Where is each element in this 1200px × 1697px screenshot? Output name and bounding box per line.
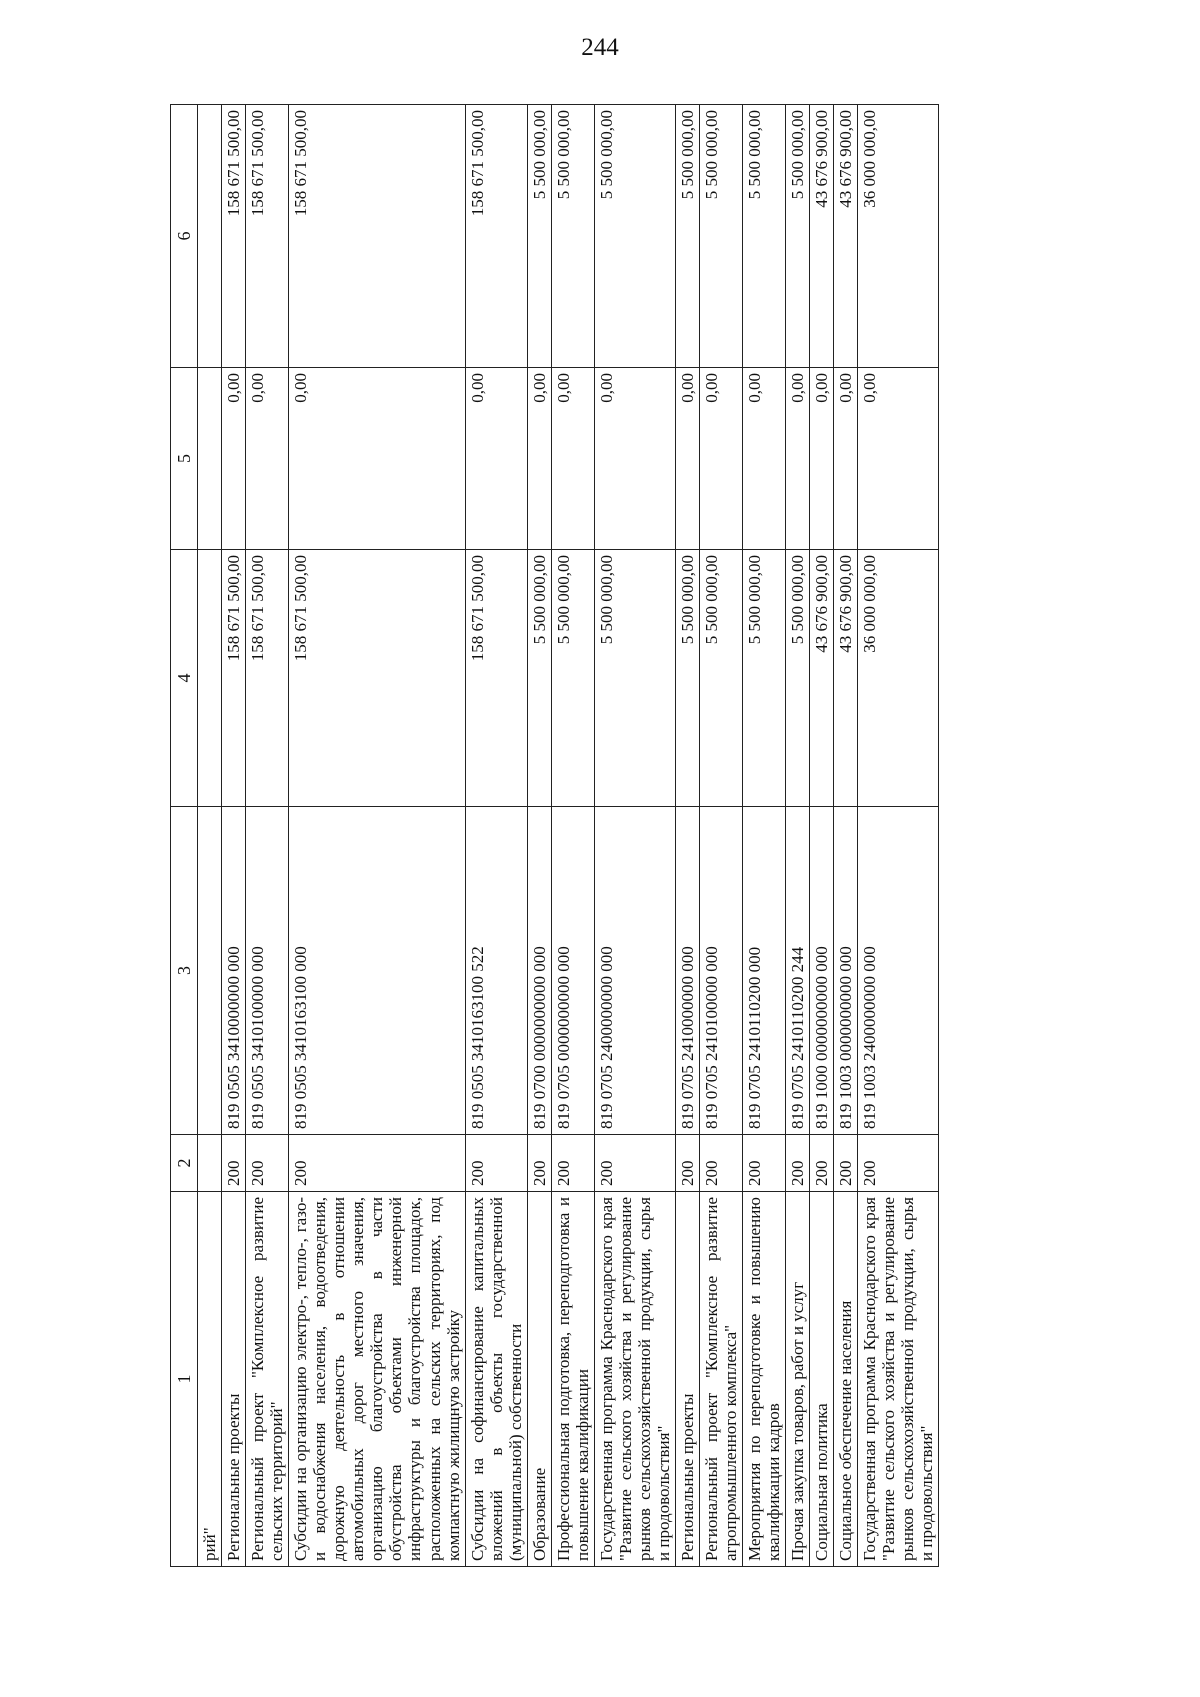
budget-table	[170, 104, 939, 1567]
row-amount-col6: 158 671 500,00	[246, 105, 289, 368]
row-amount-col4: 158 671 500,00	[289, 550, 465, 807]
row-classification: 819 0700 0000000000 000	[527, 807, 551, 1135]
row-amount-col4: 5 500 000,00	[594, 550, 675, 807]
table-row	[742, 105, 785, 1567]
row-code: 200	[834, 1135, 858, 1192]
table-row	[594, 105, 675, 1567]
row-classification: 819 0705 2410100000 000	[699, 807, 742, 1135]
table-row	[675, 105, 699, 1567]
row-amount-col5: 0,00	[675, 368, 699, 550]
table-row	[858, 105, 939, 1567]
row-amount-col6: 43 676 900,00	[810, 105, 834, 368]
row-code: 200	[289, 1135, 465, 1192]
table-row	[246, 105, 289, 1567]
table-row	[222, 105, 246, 1567]
row-amount-col5: 0,00	[858, 368, 939, 550]
row-amount-col5: 0,00	[742, 368, 785, 550]
row-amount-col4: 5 500 000,00	[527, 550, 551, 807]
row-name: Мероприятия по переподготовке и повышению квалификации кадров	[742, 1192, 785, 1567]
row-code: 200	[786, 1135, 810, 1192]
row-amount-col5: 0,00	[222, 368, 246, 550]
continuation-text: рий"	[198, 1192, 222, 1567]
row-classification: 819 0505 3410100000 000	[246, 807, 289, 1135]
table-row	[810, 105, 834, 1567]
row-amount-col4: 5 500 000,00	[699, 550, 742, 807]
row-name: Образование	[527, 1192, 551, 1567]
row-name: Профессиональная подготовка, переподготовка и повышение квалификации	[551, 1192, 594, 1567]
row-classification: 819 0505 3410000000 000	[222, 807, 246, 1135]
row-name: Социальная политика	[810, 1192, 834, 1567]
row-code: 200	[858, 1135, 939, 1192]
column-header: 4	[171, 550, 198, 807]
row-amount-col5: 0,00	[810, 368, 834, 550]
row-amount-col6: 158 671 500,00	[222, 105, 246, 368]
column-header: 1	[171, 1192, 198, 1567]
row-code: 200	[527, 1135, 551, 1192]
row-amount-col4: 158 671 500,00	[222, 550, 246, 807]
row-classification: 819 0705 0000000000 000	[551, 807, 594, 1135]
row-classification: 819 1003 0000000000 000	[834, 807, 858, 1135]
continuation-row	[198, 105, 222, 1567]
row-amount-col6: 5 500 000,00	[786, 105, 810, 368]
row-name: Государственная программа Краснодарского края "Развитие сельского хозяйства и регулирование рынков сельскохозяйственной продукции, сырья и продовольствия"	[594, 1192, 675, 1567]
row-code: 200	[810, 1135, 834, 1192]
row-amount-col4: 43 676 900,00	[810, 550, 834, 807]
table-row	[465, 105, 527, 1567]
row-amount-col6: 158 671 500,00	[289, 105, 465, 368]
row-amount-col4: 5 500 000,00	[675, 550, 699, 807]
row-classification: 819 0505 3410163100 000	[289, 807, 465, 1135]
column-header: 2	[171, 1135, 198, 1192]
row-amount-col4: 36 000 000,00	[858, 550, 939, 807]
row-code: 200	[551, 1135, 594, 1192]
row-amount-col4: 158 671 500,00	[246, 550, 289, 807]
row-classification: 819 0705 2410000000 000	[675, 807, 699, 1135]
row-amount-col5: 0,00	[786, 368, 810, 550]
table-row	[527, 105, 551, 1567]
row-classification: 819 0705 2400000000 000	[594, 807, 675, 1135]
table-row	[834, 105, 858, 1567]
row-code: 200	[222, 1135, 246, 1192]
row-code: 200	[699, 1135, 742, 1192]
row-amount-col5: 0,00	[527, 368, 551, 550]
table-row	[699, 105, 742, 1567]
row-code: 200	[465, 1135, 527, 1192]
table-row	[551, 105, 594, 1567]
row-classification: 819 0705 2410110200 000	[742, 807, 785, 1135]
row-amount-col5: 0,00	[289, 368, 465, 550]
row-code: 200	[594, 1135, 675, 1192]
column-header: 3	[171, 807, 198, 1135]
row-amount-col5: 0,00	[834, 368, 858, 550]
row-amount-col4: 158 671 500,00	[465, 550, 527, 807]
row-amount-col6: 36 000 000,00	[858, 105, 939, 368]
column-header: 6	[171, 105, 198, 368]
row-amount-col5: 0,00	[465, 368, 527, 550]
row-classification: 819 1003 2400000000 000	[858, 807, 939, 1135]
row-name: Субсидии на софинансирование капитальных вложений в объекты государственной (муниципальной) собственности	[465, 1192, 527, 1567]
row-amount-col4: 5 500 000,00	[551, 550, 594, 807]
row-name: Субсидии на организацию электро-, тепло-, газо- и водоснабжения населения, водоотведения, дорожную деятельность в отношении автомобильных дорог местного значения, организацию благоустройства в части обустройства объектами инженерной инфраструктуры и благоустройства площадок, расположенных на сельских территориях, под компактную жилищную застройку	[289, 1192, 465, 1567]
row-amount-col6: 5 500 000,00	[742, 105, 785, 368]
row-amount-col6: 5 500 000,00	[675, 105, 699, 368]
row-amount-col5: 0,00	[699, 368, 742, 550]
row-amount-col6: 5 500 000,00	[527, 105, 551, 368]
row-amount-col6: 43 676 900,00	[834, 105, 858, 368]
row-amount-col4: 43 676 900,00	[834, 550, 858, 807]
row-name: Региональные проекты	[675, 1192, 699, 1567]
row-name: Прочая закупка товаров, работ и услуг	[786, 1192, 810, 1567]
column-header: 5	[171, 368, 198, 550]
header-row	[171, 105, 198, 1567]
row-amount-col6: 5 500 000,00	[699, 105, 742, 368]
row-classification: 819 0705 2410110200 244	[786, 807, 810, 1135]
row-amount-col6: 158 671 500,00	[465, 105, 527, 368]
row-code: 200	[246, 1135, 289, 1192]
row-name: Государственная программа Краснодарского края "Развитие сельского хозяйства и регулирование рынков сельскохозяйственной продукции, сырья и продовольствия"	[858, 1192, 939, 1567]
row-amount-col6: 5 500 000,00	[594, 105, 675, 368]
row-amount-col4: 5 500 000,00	[786, 550, 810, 807]
row-classification: 819 1000 0000000000 000	[810, 807, 834, 1135]
row-name: Социальное обеспечение населения	[834, 1192, 858, 1567]
table-row	[786, 105, 810, 1567]
table-row	[289, 105, 465, 1567]
row-name: Региональный проект "Комплексное развитие агропромышленного комплекса"	[699, 1192, 742, 1567]
page-number: 244	[581, 34, 619, 61]
row-code: 200	[675, 1135, 699, 1192]
rotated-table-container	[170, 105, 1110, 1567]
row-amount-col4: 5 500 000,00	[742, 550, 785, 807]
row-amount-col6: 5 500 000,00	[551, 105, 594, 368]
row-amount-col5: 0,00	[594, 368, 675, 550]
row-classification: 819 0505 3410163100 522	[465, 807, 527, 1135]
row-name: Региональный проект "Комплексное развитие сельских территорий"	[246, 1192, 289, 1567]
row-amount-col5: 0,00	[246, 368, 289, 550]
row-code: 200	[742, 1135, 785, 1192]
row-name: Региональные проекты	[222, 1192, 246, 1567]
row-amount-col5: 0,00	[551, 368, 594, 550]
